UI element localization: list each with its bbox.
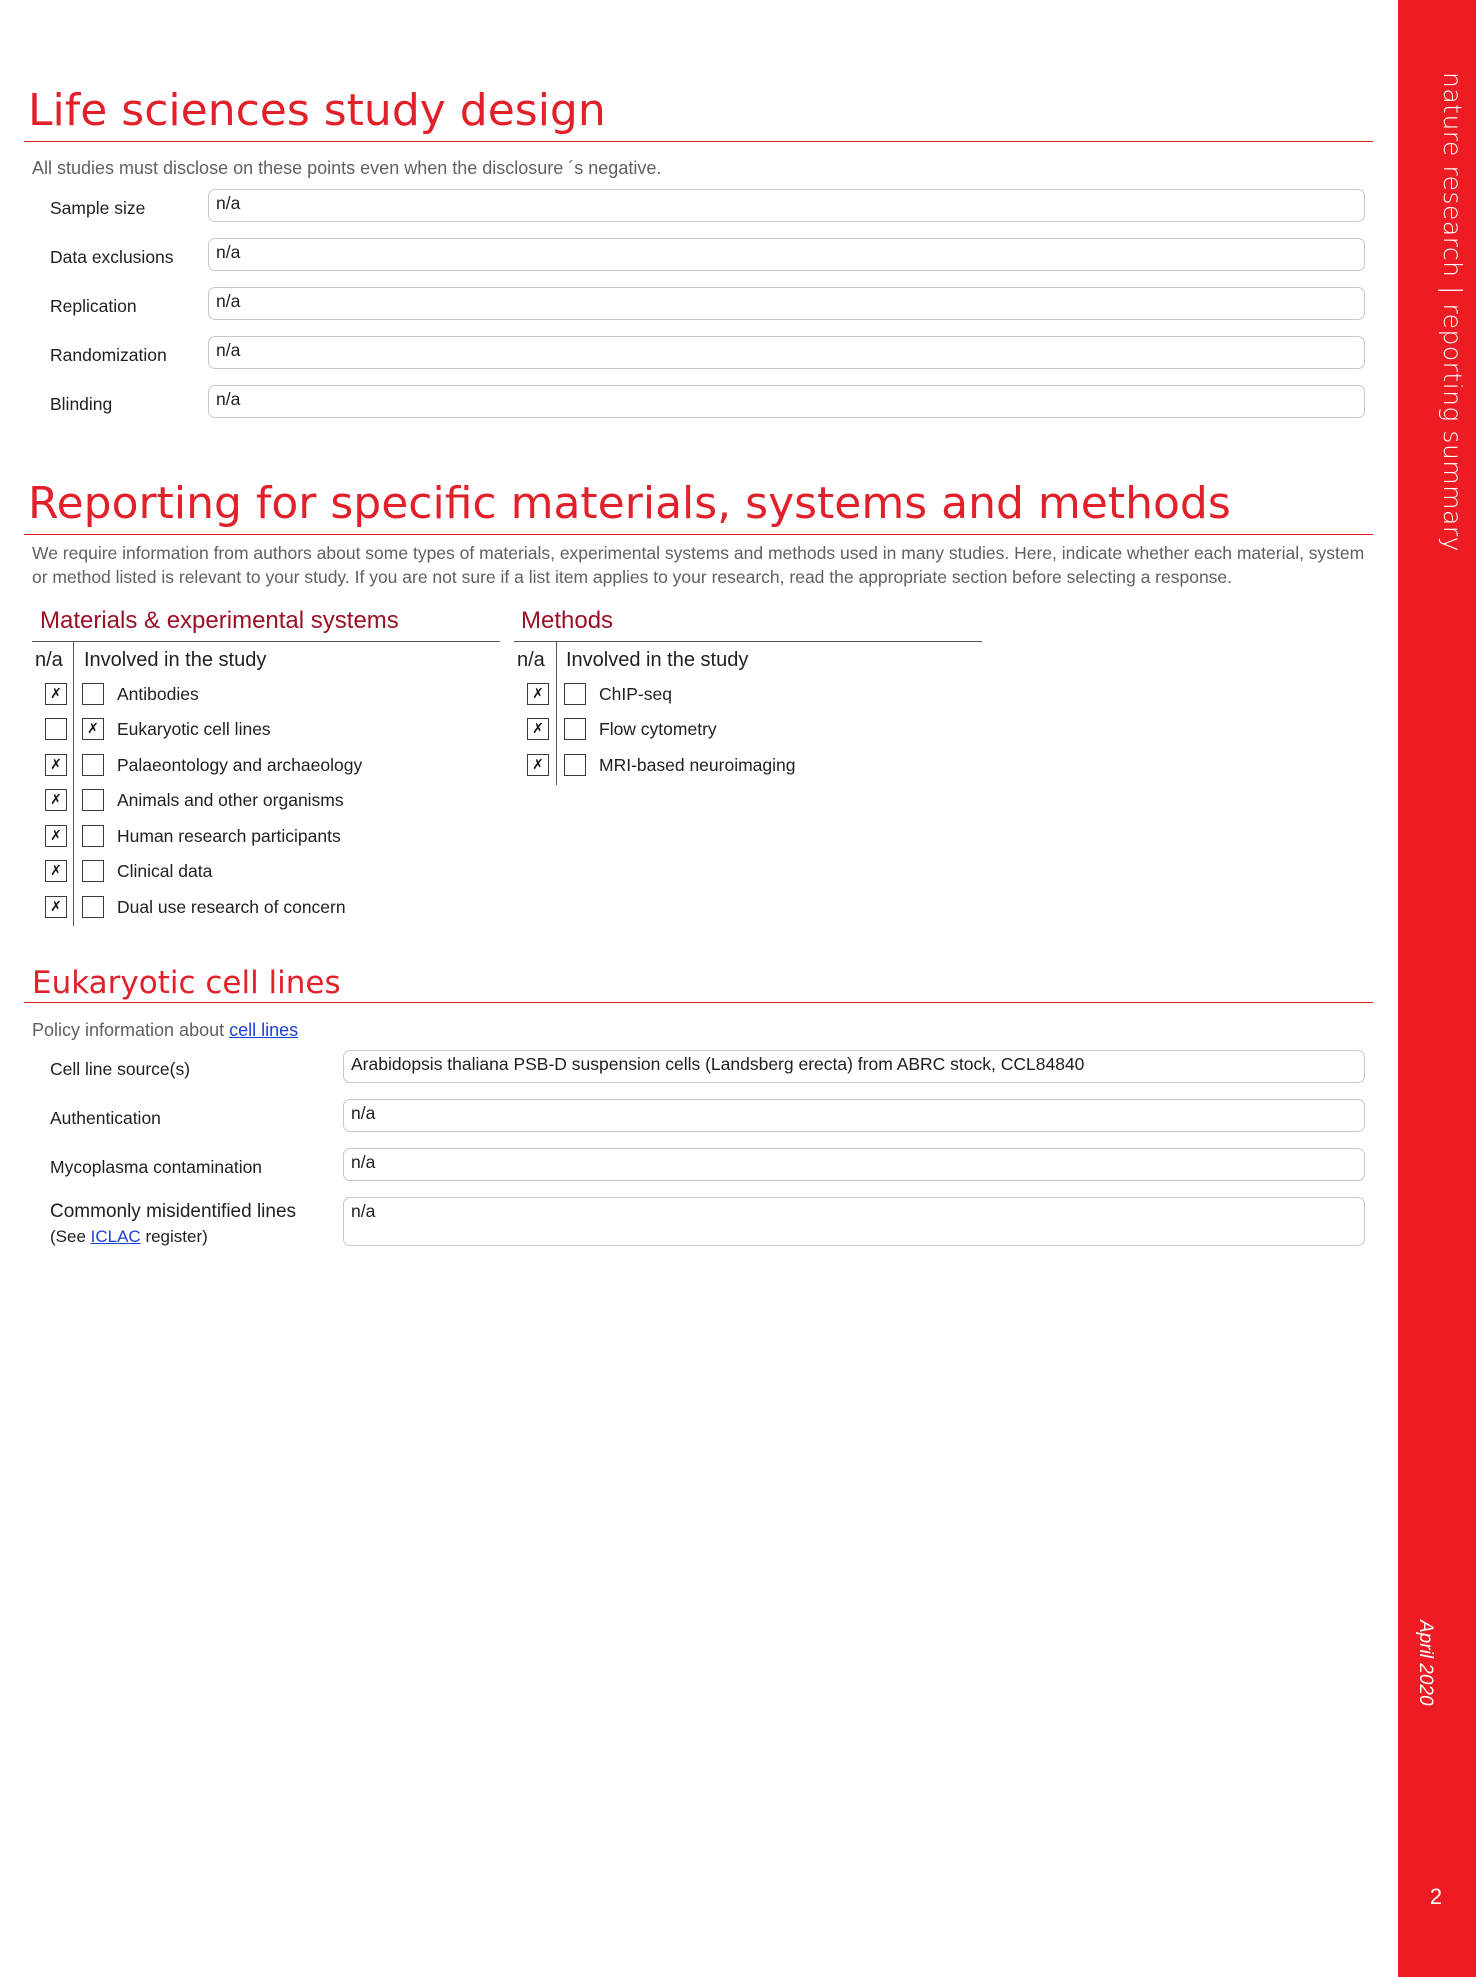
data-exclusions-field[interactable]: n/a [208, 238, 1365, 271]
clinical-data-label: Clinical data [117, 861, 213, 881]
date-label: April 2020 [1415, 1620, 1436, 1706]
flow-cytometry-involved-checkbox[interactable] [564, 718, 586, 740]
methods-rule [514, 641, 982, 642]
flow-cytometry-label: Flow cytometry [599, 719, 717, 739]
brand-label: nature research | reporting summary [1438, 72, 1467, 552]
chip-seq-label: ChIP-seq [599, 684, 672, 704]
cell-lines-title: Eukaryotic cell lines [32, 965, 341, 1001]
dual-use-involved-checkbox[interactable] [82, 896, 104, 918]
materials-column-divider [73, 642, 74, 926]
iclac-note-suffix: register) [140, 1227, 208, 1246]
blinding-field[interactable]: n/a [208, 385, 1365, 418]
human-participants-involved-checkbox[interactable] [82, 825, 104, 847]
iclac-note [50, 1227, 208, 1247]
cell-lines-policy [32, 1020, 298, 1041]
methods-col-na: n/a [517, 649, 545, 671]
mri-na-checkbox[interactable]: ✗ [527, 754, 549, 776]
clinical-data-involved-checkbox[interactable] [82, 860, 104, 882]
animals-label: Animals and other organisms [117, 790, 344, 810]
cell-line-source-label: Cell line source(s) [50, 1059, 191, 1079]
antibodies-label: Antibodies [117, 684, 199, 704]
materials-rule [32, 641, 500, 642]
materials-heading: Materials & experimental systems [40, 607, 399, 634]
mycoplasma-field[interactable]: n/a [343, 1148, 1365, 1181]
page-number: 2 [1429, 1884, 1443, 1909]
life-sciences-title: Life sciences study design [28, 85, 606, 136]
antibodies-involved-checkbox[interactable] [82, 683, 104, 705]
cell-line-source-field[interactable]: Arabidopsis thaliana PSB-D suspension cells (Landsberg erecta) from ABRC stock, CCL84840 [343, 1050, 1365, 1083]
palaeontology-na-checkbox[interactable]: ✗ [45, 754, 67, 776]
clinical-data-na-checkbox[interactable]: ✗ [45, 860, 67, 882]
iclac-note-prefix: (See [50, 1227, 91, 1246]
cell-lines-na-checkbox[interactable] [45, 718, 67, 740]
animals-na-checkbox[interactable]: ✗ [45, 789, 67, 811]
authentication-label: Authentication [50, 1108, 161, 1128]
life-sciences-rule [24, 141, 1373, 142]
human-participants-label: Human research participants [117, 826, 341, 846]
cell-lines-label: Eukaryotic cell lines [117, 719, 271, 739]
data-exclusions-label: Data exclusions [50, 247, 174, 267]
animals-involved-checkbox[interactable] [82, 789, 104, 811]
palaeontology-involved-checkbox[interactable] [82, 754, 104, 776]
policy-prefix: Policy information about [32, 1020, 230, 1040]
materials-col-na: n/a [35, 649, 63, 671]
methods-column-divider [556, 642, 557, 785]
human-participants-na-checkbox[interactable]: ✗ [45, 825, 67, 847]
mycoplasma-label: Mycoplasma contamination [50, 1157, 263, 1177]
dual-use-label: Dual use research of concern [117, 897, 346, 917]
randomization-label: Randomization [50, 345, 167, 365]
methods-heading: Methods [521, 607, 614, 634]
chip-seq-na-checkbox[interactable]: ✗ [527, 683, 549, 705]
mri-involved-checkbox[interactable] [564, 754, 586, 776]
replication-label: Replication [50, 296, 137, 316]
reporting-description: We require information from authors about some types of materials, experimental systems and methods used in many studies. Here, indicate whether each material, system or method listed is relevant to your study. If you are not sure if a list item applies to your research, read the appropriate section before selecting a response. [32, 543, 1365, 587]
iclac-link[interactable]: ICLAC [90, 1227, 141, 1246]
reporting-title: Reporting for specific materials, systems and methods [28, 478, 1231, 529]
randomization-field[interactable]: n/a [208, 336, 1365, 369]
palaeontology-label: Palaeontology and archaeology [117, 755, 363, 775]
mri-label: MRI-based neuroimaging [599, 755, 796, 775]
life-sciences-subtitle: All studies must disclose on these points even when the disclosure ´s negative. [32, 158, 662, 178]
replication-field[interactable]: n/a [208, 287, 1365, 320]
chip-seq-involved-checkbox[interactable] [564, 683, 586, 705]
misidentified-lines-field[interactable]: n/a [343, 1197, 1365, 1246]
dual-use-na-checkbox[interactable]: ✗ [45, 896, 67, 918]
sample-size-field[interactable]: n/a [208, 189, 1365, 222]
authentication-field[interactable]: n/a [343, 1099, 1365, 1132]
antibodies-na-checkbox[interactable]: ✗ [45, 683, 67, 705]
blinding-label: Blinding [50, 394, 113, 414]
materials-col-involved: Involved in the study [84, 649, 267, 671]
cell-lines-involved-checkbox[interactable]: ✗ [82, 718, 104, 740]
cell-lines-link[interactable]: cell lines [229, 1020, 299, 1040]
sample-size-label: Sample size [50, 198, 146, 218]
reporting-rule [24, 534, 1373, 535]
cell-lines-rule [24, 1002, 1373, 1003]
flow-cytometry-na-checkbox[interactable]: ✗ [527, 718, 549, 740]
misidentified-lines-label: Commonly misidentified lines [50, 1201, 297, 1222]
methods-col-involved: Involved in the study [566, 649, 749, 671]
